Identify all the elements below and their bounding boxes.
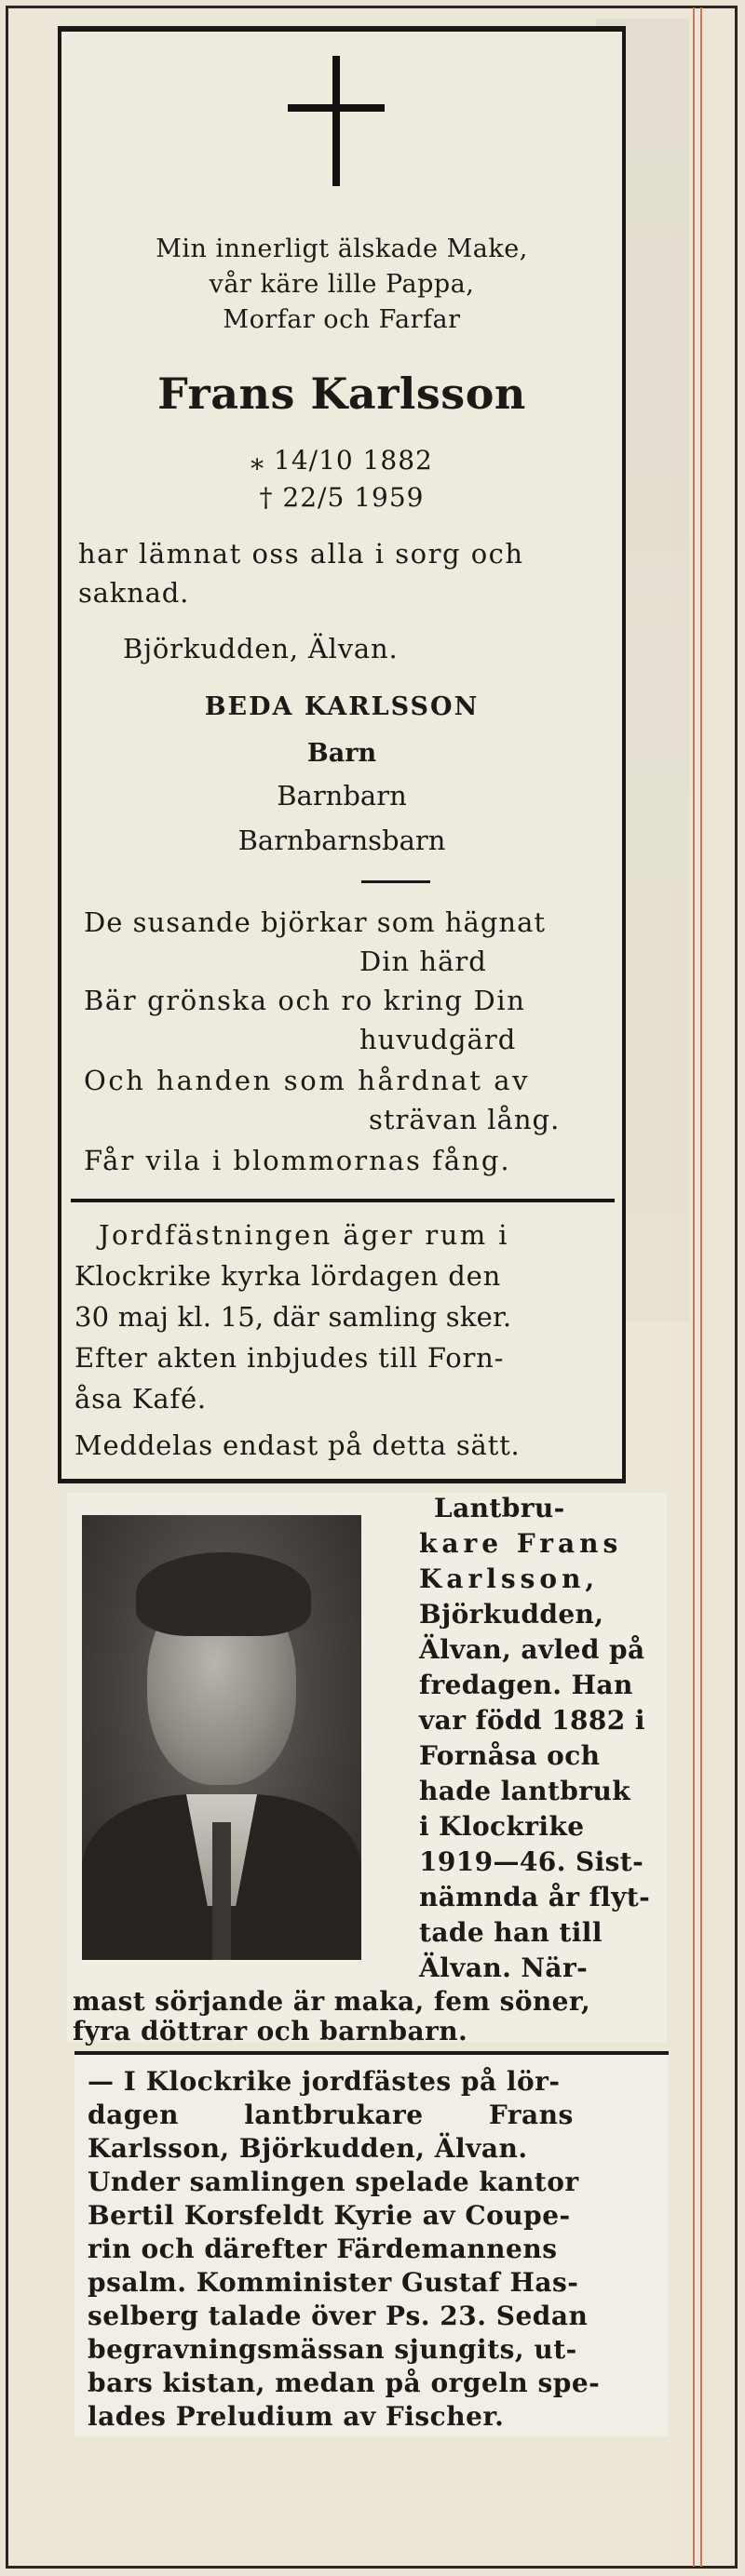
news-line: mast sörjande är maka, fem söner,: [73, 1986, 591, 2017]
death-date: † 22/5 1959: [259, 482, 425, 513]
page-margin-rule: [693, 7, 695, 2567]
news-line: fyra döttrar och barnbarn.: [73, 2016, 468, 2046]
report-line: bars kistan, medan på orgeln spe-: [88, 2368, 601, 2398]
poem-line: De susande björkar som hägnat: [84, 906, 547, 938]
place: Björkudden, Älvan.: [123, 633, 399, 664]
message-line: saknad.: [78, 577, 190, 609]
poem-line: Och handen som hårdnat av: [84, 1065, 531, 1096]
news-line: i Klockrike: [419, 1811, 585, 1842]
intro-line: vår käre lille Pappa,: [209, 270, 475, 299]
news-line: kare Frans: [419, 1528, 623, 1559]
funeral-notice-line: Klockrike kyrka lördagen den: [74, 1260, 502, 1292]
intro-line: Morfar och Farfar: [223, 305, 461, 334]
news-line: nämnda år flyt-: [419, 1882, 651, 1912]
family-line: Barn: [306, 739, 377, 768]
deceased-name: Frans Karlsson: [157, 369, 526, 419]
birth-date: ⁎ 14/10 1882: [251, 445, 433, 476]
signatory: BEDA KARLSSON: [204, 692, 480, 721]
funeral-notice-line: Efter akten inbjudes till Forn-: [74, 1342, 505, 1374]
news-line: tade han till: [419, 1917, 603, 1948]
news-line: Fornåsa och: [419, 1740, 601, 1771]
death-notice: [58, 26, 626, 1483]
poem-line: Din härd: [359, 946, 487, 977]
cross-icon: [332, 56, 340, 186]
funeral-notice-line: 30 maj kl. 15, där samling sker.: [74, 1301, 512, 1333]
news-line: Karlsson,: [419, 1563, 600, 1594]
message-line: har lämnat oss alla i sorg och: [78, 538, 524, 570]
poem-line: strävan lång.: [369, 1104, 561, 1135]
notice-footer: Meddelas endast på detta sätt.: [74, 1429, 521, 1461]
report-line: selberg talade över Ps. 23. Sedan: [88, 2301, 589, 2331]
report-line: rin och därefter Färdemannens: [88, 2234, 558, 2264]
report-line: dagen lantbrukare Frans: [88, 2100, 574, 2130]
news-line: fredagen. Han: [419, 1670, 633, 1700]
news-line: Älvan. När-: [419, 1952, 589, 1983]
poem-line: Får vila i blommornas fång.: [84, 1145, 511, 1176]
news-line: Lantbru-: [434, 1493, 565, 1523]
report-line: Bertil Korsfeldt Kyrie av Coupe-: [88, 2200, 571, 2231]
report-line: psalm. Komminister Gustaf Has-: [88, 2267, 579, 2298]
news-clipping: [67, 1493, 667, 2046]
funeral-notice-line: åsa Kafé.: [74, 1383, 207, 1415]
funeral-report: [74, 2051, 669, 2436]
family-line: Barnbarn: [277, 780, 407, 812]
cross-icon-bar: [288, 104, 385, 112]
news-line: Älvan, avled på: [419, 1634, 645, 1665]
intro-line: Min innerligt älskade Make,: [156, 235, 528, 263]
report-line: begravningsmässan sjungits, ut-: [88, 2334, 577, 2365]
report-line: lades Preludium av Fischer.: [88, 2401, 505, 2432]
poem-line: huvudgärd: [359, 1024, 517, 1055]
portrait-photo: [82, 1515, 361, 1960]
news-line: var född 1882 i: [419, 1705, 645, 1736]
poem-line: Bär grönska och ro kring Din: [84, 985, 526, 1016]
news-line: Björkudden,: [419, 1599, 604, 1630]
report-line: Karlsson, Björkudden, Älvan.: [88, 2133, 528, 2164]
news-line: 1919—46. Sist-: [419, 1846, 644, 1877]
report-line: Under samlingen spelade kantor: [88, 2167, 579, 2197]
funeral-notice-line: Jordfästningen äger rum i: [99, 1219, 509, 1251]
report-line: — I Klockrike jordfästes på lör-: [88, 2066, 561, 2097]
news-line: hade lantbruk: [419, 1776, 630, 1806]
divider: [361, 880, 430, 883]
divider: [71, 1199, 615, 1202]
family-line: Barnbarnsbarn: [237, 825, 446, 856]
page-margin-rule-2: [700, 7, 702, 2567]
